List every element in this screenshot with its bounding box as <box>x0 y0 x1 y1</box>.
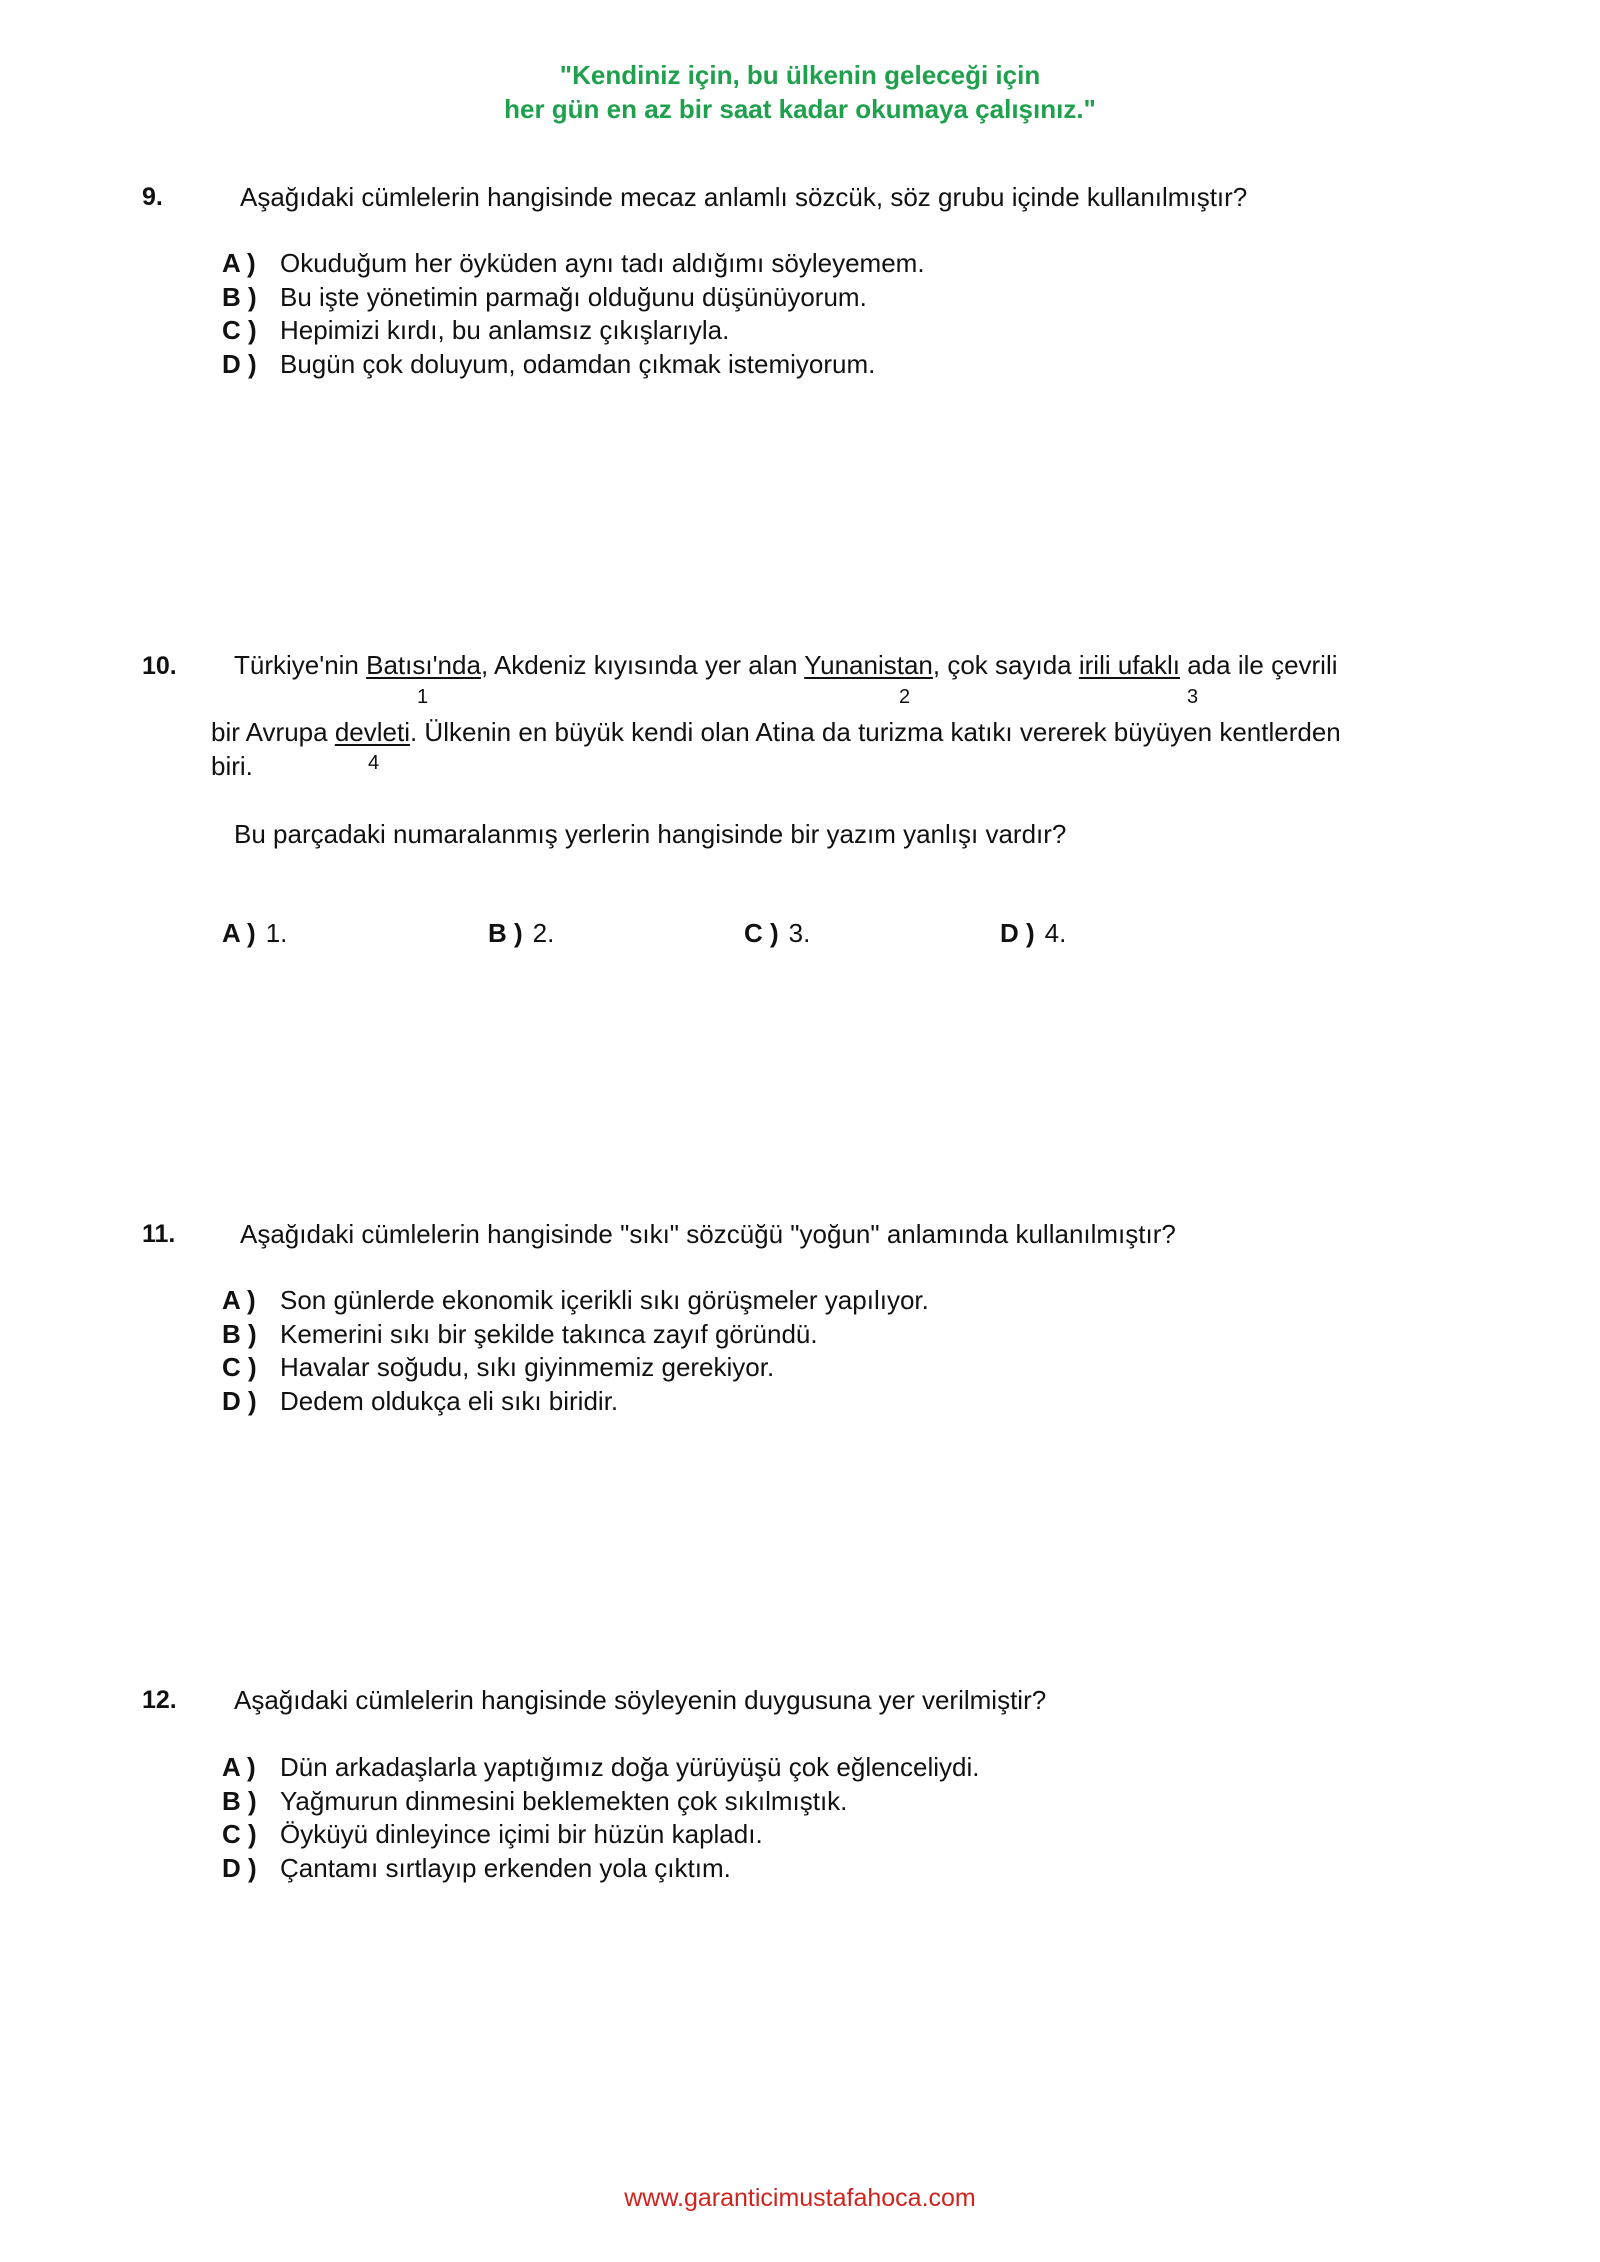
option-letter: B ) <box>222 1785 257 1816</box>
underlined-word-2: Yunanistan <box>804 650 933 680</box>
option-letter: D ) <box>1000 918 1035 948</box>
option-a[interactable] <box>222 1284 929 1318</box>
question-text: Aşağıdaki cümlelerin hangisinde söyleyenin duygusuna yer verilmiştir? <box>234 1685 1047 1715</box>
option-b[interactable] <box>222 281 925 315</box>
option-letter: D ) <box>222 348 257 379</box>
passage-text: , Akdeniz kıyısında yer alan <box>480 650 805 680</box>
option-letter: A ) <box>222 1285 256 1315</box>
options-list <box>222 247 925 381</box>
option-c[interactable] <box>744 917 810 949</box>
question-number: 9. <box>142 183 163 211</box>
option-c[interactable] <box>222 1351 929 1385</box>
option-text: Kemerini sıkı bir şekilde takınca zayıf göründü. <box>280 1318 818 1349</box>
passage-line-1 <box>234 649 1338 681</box>
option-text: Son günlerde ekonomik içerikli sıkı görüşmeler yapılıyor. <box>280 1285 929 1315</box>
passage-text: Türkiye'nin <box>234 650 367 680</box>
option-text: Dün arkadaşlarla yaptığımız doğa yürüyüşü çok eğlenceliydi. <box>280 1752 980 1782</box>
option-letter: B ) <box>488 918 523 948</box>
option-letter: A ) <box>222 1752 256 1782</box>
option-text: 3. <box>788 918 811 948</box>
option-letter: C ) <box>222 1352 257 1382</box>
question-number: 12. <box>142 1686 177 1714</box>
option-text: Dedem oldukça eli sıkı biridir. <box>280 1385 619 1416</box>
option-text: 4. <box>1044 918 1067 948</box>
motivational-header <box>0 58 1600 126</box>
header-line-1: "Kendiniz için, bu ülkenin geleceği için <box>559 60 1041 90</box>
option-text: Yağmurun dinmesini beklemekten çok sıkılmıştık. <box>280 1785 848 1816</box>
option-letter: C ) <box>222 315 257 345</box>
marker-1: 1 <box>417 686 429 708</box>
passage-text: . Ülkenin en büyük kendi olan Atina da turizma katıkı vererek büyüyen kentlerden <box>409 717 1341 747</box>
option-text: 2. <box>532 918 555 948</box>
passage-text: bir Avrupa <box>211 717 335 747</box>
option-d[interactable] <box>222 1852 980 1886</box>
option-a[interactable] <box>222 247 925 281</box>
option-text: Bu işte yönetimin parmağı olduğunu düşünüyorum. <box>280 281 867 312</box>
option-b[interactable] <box>222 1318 929 1352</box>
question-number: 10. <box>142 652 177 680</box>
option-d[interactable] <box>1000 917 1066 949</box>
option-d[interactable] <box>222 1385 929 1419</box>
option-c[interactable] <box>222 314 925 348</box>
options-list <box>222 1284 929 1418</box>
passage-text: ada ile çevrili <box>1180 650 1338 680</box>
question-text: Aşağıdaki cümlelerin hangisinde "sıkı" sözcüğü "yoğun" anlamında kullanılmıştır? <box>240 1219 1176 1249</box>
option-letter: C ) <box>222 1819 257 1849</box>
option-d[interactable] <box>222 348 925 382</box>
marker-2: 2 <box>899 686 911 708</box>
option-letter: A ) <box>222 918 256 948</box>
underlined-word-3: irili ufaklı <box>1078 650 1180 680</box>
question-text: Aşağıdaki cümlelerin hangisinde mecaz anlamlı sözcük, söz grubu içinde kullanılmıştır? <box>240 182 1248 212</box>
option-a[interactable] <box>222 917 287 949</box>
underlined-word-4: devleti <box>334 717 410 747</box>
passage-line-3: biri. <box>211 751 253 781</box>
passage-line-2 <box>211 716 1341 748</box>
header-line-2: her gün en az bir saat kadar okumaya çalışınız." <box>504 94 1096 124</box>
website-footer-link[interactable]: www.garanticimustafahoca.com <box>624 2184 976 2212</box>
option-letter: D ) <box>222 1385 257 1416</box>
underlined-word-1: Batısı'nda <box>366 650 481 680</box>
option-letter: C ) <box>744 918 779 948</box>
option-text: Hepimizi kırdı, bu anlamsız çıkışlarıyla. <box>280 315 730 345</box>
marker-3: 3 <box>1187 686 1199 708</box>
options-list <box>222 1751 980 1885</box>
option-letter: B ) <box>222 1318 257 1349</box>
option-text: Çantamı sırtlayıp erkenden yola çıktım. <box>280 1852 731 1883</box>
option-text: 1. <box>265 918 288 948</box>
option-b[interactable] <box>222 1785 980 1819</box>
option-letter: B ) <box>222 281 257 312</box>
question-text: Bu parçadaki numaralanmış yerlerin hangisinde bir yazım yanlışı vardır? <box>234 819 1067 849</box>
question-number: 11. <box>142 1220 176 1248</box>
option-text: Öyküyü dinleyince içimi bir hüzün kapladı. <box>280 1819 763 1849</box>
option-text: Bugün çok doluyum, odamdan çıkmak istemiyorum. <box>280 348 876 379</box>
passage-text: , çok sayıda <box>932 650 1079 680</box>
option-c[interactable] <box>222 1818 980 1852</box>
option-letter: A ) <box>222 248 256 278</box>
option-text: Okuduğum her öyküden aynı tadı aldığımı söyleyemem. <box>280 248 925 278</box>
marker-4: 4 <box>368 752 380 774</box>
option-letter: D ) <box>222 1852 257 1883</box>
option-a[interactable] <box>222 1751 980 1785</box>
option-b[interactable] <box>488 917 554 949</box>
option-text: Havalar soğudu, sıkı giyinmemiz gerekiyor. <box>280 1352 775 1382</box>
